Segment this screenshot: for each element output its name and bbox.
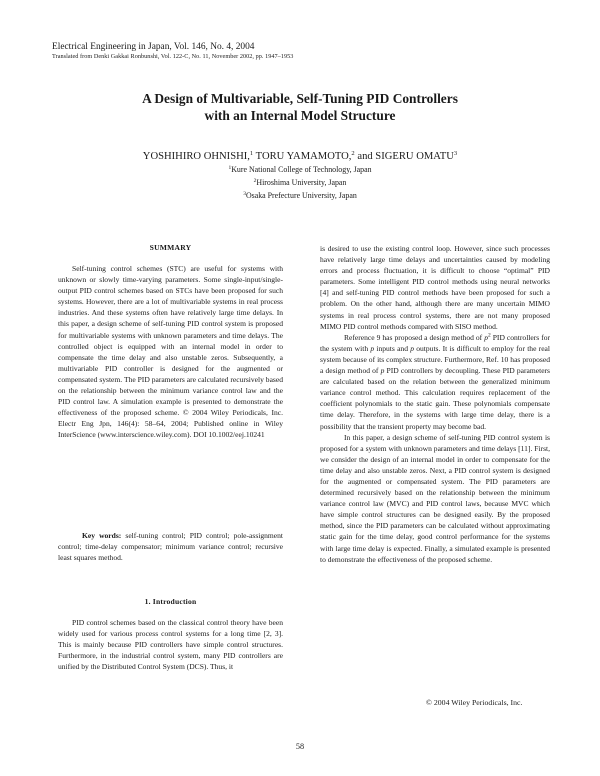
- affiliation-2-sup: 2: [253, 178, 257, 184]
- p2-text-a: Reference 9 has proposed a design method of: [344, 332, 485, 342]
- author-list: [0, 151, 600, 162]
- keywords-label: Key words:: [82, 531, 122, 540]
- right-paragraph-1: is desired to use the existing control loop. However, since such processes have relatively large time delays and uncertainties caused by modeling errors and process fluctuation, it is difficult to choose “optimal” PID parameters. Some intelligent PID control methods using neural networks [4] and self-tuning PID control methods have been proposed for such a problem. On the other hand, although there are many uncertain MIMO systems in real process control systems, there are not many proposed MIMO PID control methods compared with SISO method.: [320, 244, 550, 331]
- p2-text-b: PID controllers for the system with: [320, 332, 550, 353]
- affiliation-3-text: Osaka Prefecture University, Japan: [245, 191, 357, 200]
- intro-heading: 1. Introduction: [144, 597, 197, 606]
- copyright: © 2004 Wiley Periodicals, Inc.: [426, 698, 523, 707]
- right-paragraph-2: [320, 332, 550, 432]
- affiliation-1-text: Kure National College of Technology, Japan: [231, 165, 372, 174]
- author-1-sup: 1: [249, 150, 254, 157]
- right-paragraph-3: In this paper, a design scheme of self-tuning PID control system is proposed for a system with unknown parameters and time delays [11]. First, we consider the design of an internal model in order to compensate for the time delay and also unstable zeros. Next, a PID control system is designed for the augmented or compensated system. The PID parameters are determined recursively based on the relationship between the minimum variance control law (MVC) and PID control laws, because MVC which have simple control structures can be designed easily. By the proposed method, since the PID parameters can be calculated without approximating static gain for the time delay, good control performance for the systems with large time delay is expected. Finally, a simulated example is presented to demonstrate the effectiveness of the proposed scheme.: [320, 432, 550, 564]
- right-column-text: [320, 243, 550, 565]
- intro-text: [58, 617, 283, 672]
- keywords: [58, 530, 283, 563]
- affiliation-3-sup: 3: [243, 191, 246, 197]
- summary-paragraph: Self-tuning control schemes (STC) are useful for systems with unknown or slowly time-varying parameters. Some single-input/single-output PID control schemes based on STCs have been proposed for such systems. However, there are a lot of multivariable systems in real process industries. And these systems often have relatively large time delays. In this paper, a design scheme of self-tuning PID control system is proposed for multivariable systems with unknown parameters and time delays. The controlled object is equipped with an internal model in order to compensate the time delay and also unstable zeros. Subsequently, a multivariable PID controller is designed for the augmented or compensated system. The PID parameters are calculated recursively based on the relationship between the minimum variance control law and the PID control law. A simulation example is presented to demonstrate the effectiveness of the proposed scheme. © 2004 Wiley Periodicals, Inc. Electr Eng Jpn, 146(4): 58–64, 2004; Published online in Wiley InterScience (www.interscience.wiley.com). DOI 10.1002/eej.10241: [58, 264, 283, 440]
- keywords-text: self-tuning control; PID control; pole-assignment control; time-delay compensator; minimum variance control; recursive least squares method.: [58, 531, 284, 563]
- p2-var-p3: p: [410, 343, 414, 353]
- intro-paragraph: PID control schemes based on the classical control theory have been widely used for various process control systems for a long time [2, 3]. This is mainly because PID controllers have simple control structures. Furthermore, in the industrial control system, many PID controllers are unified by the Distributed Control System (DCS). Thus, it: [58, 618, 283, 672]
- journal-line: Electrical Engineering in Japan, Vol. 146, No. 4, 2004: [52, 42, 255, 52]
- affiliation-3: [0, 191, 600, 200]
- affiliation-1-sup: 1: [228, 165, 232, 171]
- p2-var-p2: p: [370, 343, 375, 353]
- p2-text-e: PID controllers by decoupling. These PID parameters are calculated based on the relation between the generalized minimum variance control method. This calculation requires replacement of the coefficient polynomials to the static gain. These polynomials compensate time delay. Therefore, in the systems with large time delay, there is a possibility that the transient property may become bad.: [320, 366, 550, 431]
- p2-text-c: inputs and: [374, 343, 411, 353]
- title-line-1: A Design of Multivariable, Self-Tuning PID Controllers: [142, 91, 458, 106]
- affiliation-2-text: Hiroshima University, Japan: [256, 178, 347, 187]
- author-1: YOSHIHIRO OHNISHI,: [142, 151, 250, 162]
- p2-var-p: p: [484, 332, 488, 342]
- translated-line: Translated from Denki Gakkai Ronbunshi, Vol. 122-C, No. 11, November 2002, pp. 1947–1953: [52, 53, 294, 60]
- summary-text: [58, 263, 283, 441]
- summary-heading: SUMMARY: [149, 243, 192, 252]
- affiliation-2: [0, 178, 600, 187]
- author-3-sup: 3: [453, 150, 458, 157]
- title-line-2: with an Internal Model Structure: [204, 108, 396, 123]
- paper-title: [0, 90, 600, 124]
- author-2: TORU YAMAMOTO,: [253, 151, 352, 162]
- affiliation-1: [0, 165, 600, 174]
- author-3: and SIGERU OMATU: [354, 151, 454, 162]
- p2-sup: 2: [487, 332, 491, 339]
- author-2-sup: 2: [351, 150, 355, 157]
- p2-var-p4: p: [380, 366, 385, 376]
- p2-text-d: outputs. It is difficult to employ for the real system because of its complex structure. Furthermore, Ref. 10 has proposed a design method of: [320, 343, 550, 376]
- page-number: 58: [295, 742, 305, 751]
